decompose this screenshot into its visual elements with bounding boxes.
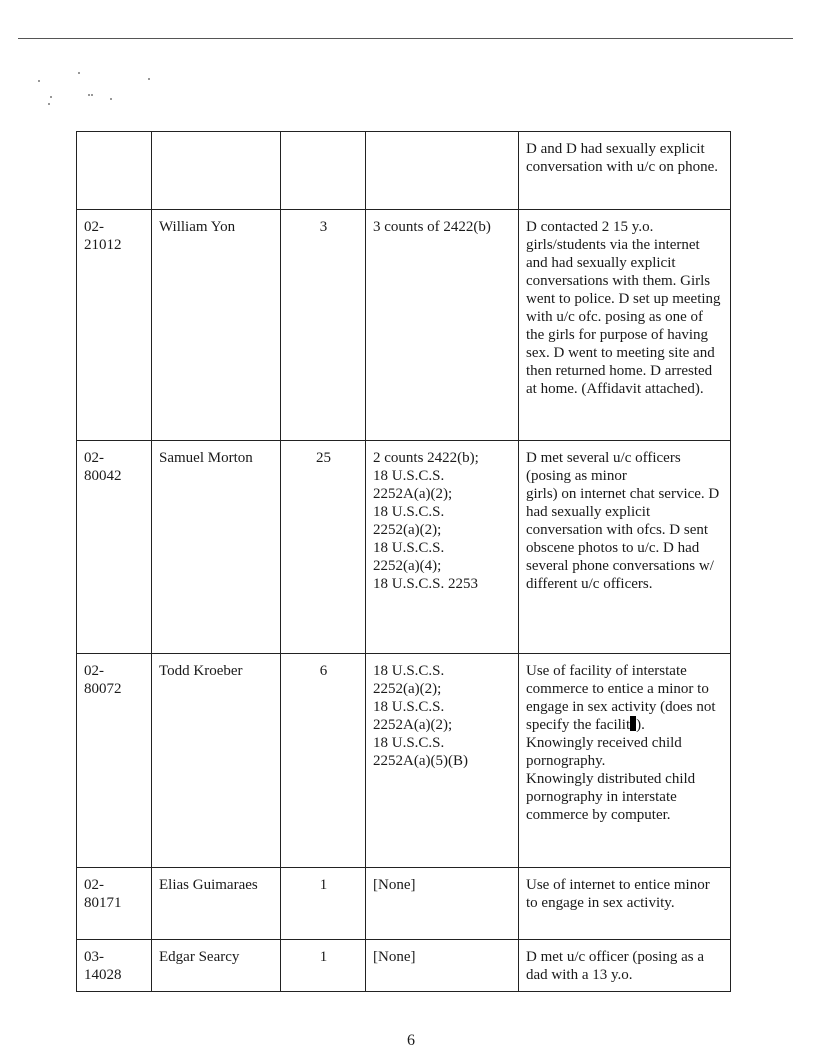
count-cell — [281, 132, 366, 210]
defendant-cell: William Yon — [152, 210, 281, 441]
table-row — [77, 132, 731, 210]
case-number-cell: 03- 14028 — [77, 940, 152, 992]
charges-cell: [None] — [366, 868, 519, 940]
count-cell: 3 — [281, 210, 366, 441]
charges-cell: 18 U.S.C.S. 2252(a)(2); 18 U.S.C.S. 2252A(a)(2); 18 U.S.C.S. 2252A(a)(5)(B) — [366, 654, 519, 868]
page-number: 6 — [407, 1032, 415, 1049]
table-row — [77, 868, 731, 940]
case-table — [76, 131, 731, 992]
header-rule — [18, 38, 793, 39]
defendant-cell: Elias Guimaraes — [152, 868, 281, 940]
case-number-cell: 02- 21012 — [77, 210, 152, 441]
description-cell: D contacted 2 15 y.o. girls/students via the internet and had sexually explicit conversations with them. Girls went to police. D set up meeting with u/c ofc. posing as one of the girls for purpose of having sex. D went to meeting site and then returned home. D arrested at home. (Affidavit attached). — [519, 210, 731, 441]
case-number-cell: 02- 80171 — [77, 868, 152, 940]
description-cell: D and D had sexually explicit conversation with u/c on phone. — [519, 132, 731, 210]
description-text: ). Knowingly received child pornography. Knowingly distributed child pornography in interstate commerce by computer. — [526, 717, 696, 823]
charges-cell: [None] — [366, 940, 519, 992]
description-cell — [519, 654, 731, 868]
count-cell: 25 — [281, 441, 366, 654]
table-row — [77, 940, 731, 992]
table-row — [77, 654, 731, 868]
charges-cell: 2 counts 2422(b); 18 U.S.C.S. 2252A(a)(2); 18 U.S.C.S. 2252(a)(2); 18 U.S.C.S. 2252(a)(4); 18 U.S.C.S. 2253 — [366, 441, 519, 654]
table-row — [77, 210, 731, 441]
defendant-cell: Todd Kroeber — [152, 654, 281, 868]
count-cell: 1 — [281, 868, 366, 940]
defendant-cell — [152, 132, 281, 210]
charges-cell — [366, 132, 519, 210]
description-cell: D met several u/c officers (posing as minor girls) on internet chat service. D had sexually explicit conversation with ofcs. D sent obscene photos to u/c. D had several phone conversations w/ different u/c officers. — [519, 441, 731, 654]
count-cell: 1 — [281, 940, 366, 992]
table-row — [77, 441, 731, 654]
scan-specks — [38, 70, 168, 110]
defendant-cell: Edgar Searcy — [152, 940, 281, 992]
case-number-cell — [77, 132, 152, 210]
description-text: Use of facility of interstate commerce to entice a minor to engage in sex activity (does not specify the facilit — [526, 663, 716, 733]
count-cell: 6 — [281, 654, 366, 868]
description-cell: D met u/c officer (posing as a dad with a 13 y.o. — [519, 940, 731, 992]
case-number-cell: 02- 80072 — [77, 654, 152, 868]
description-cell: Use of internet to entice minor to engage in sex activity. — [519, 868, 731, 940]
defendant-cell: Samuel Morton — [152, 441, 281, 654]
case-number-cell: 02- 80042 — [77, 441, 152, 654]
charges-cell: 3 counts of 2422(b) — [366, 210, 519, 441]
